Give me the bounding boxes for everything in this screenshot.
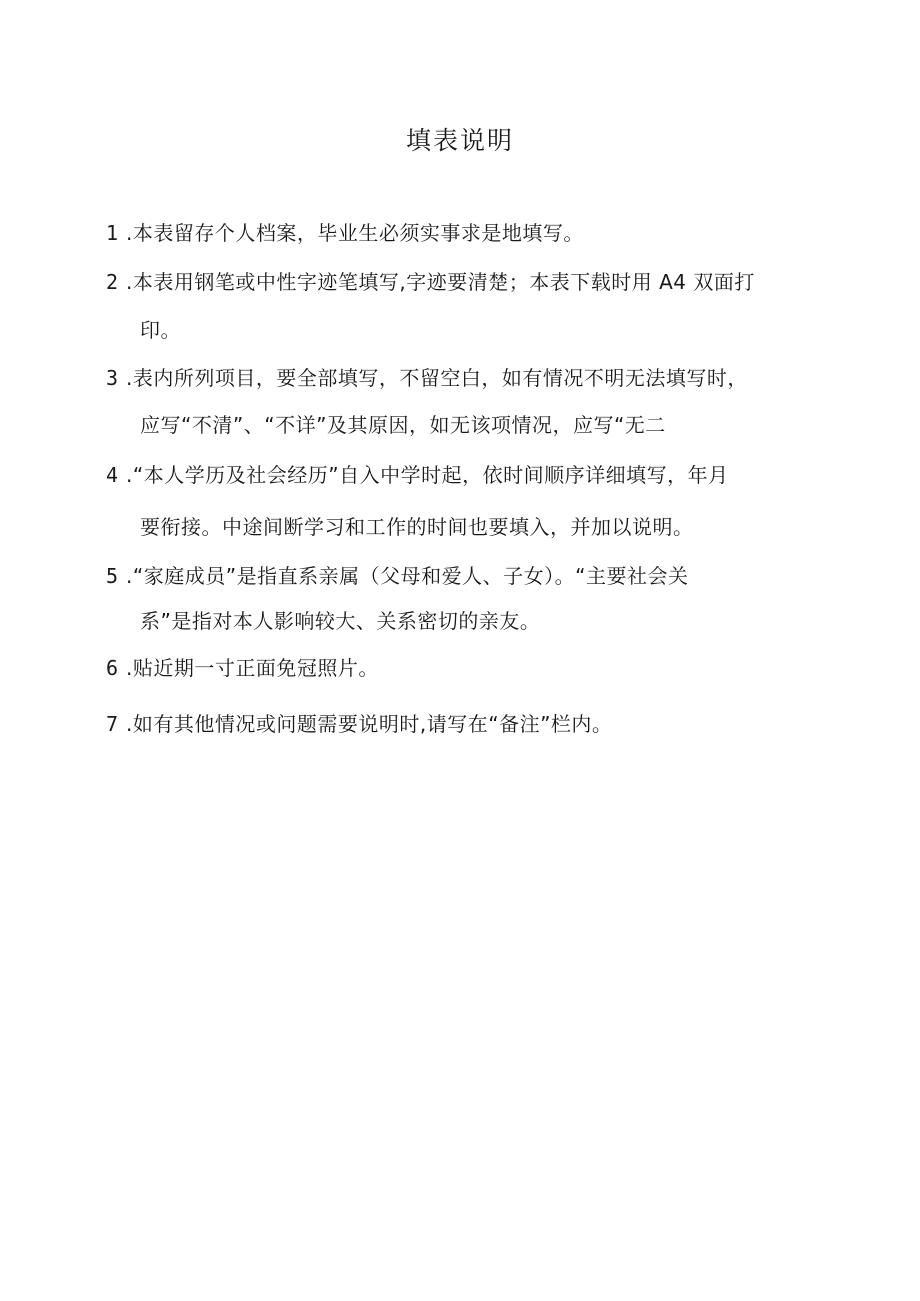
item-text: .“家庭成员”是指直系亲属（父母和爱人、子女）。“主要社会关 bbox=[126, 564, 689, 588]
item-number: 7 bbox=[106, 712, 119, 736]
item-text-continued: 要衔接。中途间断学习和工作的时间也要填入，并加以说明。 bbox=[140, 515, 694, 539]
item-text-continued: 系”是指对本人影响较大、关系密切的亲友。 bbox=[140, 609, 541, 633]
item-number: 4 bbox=[106, 463, 119, 487]
item-text: .“本人学历及社会经历”自入中学时起，依时间顺序详细填写，年月 bbox=[126, 463, 729, 487]
item-number: 6 bbox=[106, 656, 119, 680]
item-text: .如有其他情况或问题需要说明时,请写在“备注”栏内。 bbox=[126, 712, 613, 736]
item-number: 2 bbox=[106, 270, 119, 294]
item-number: 5 bbox=[106, 564, 119, 588]
item-text: .本表留存个人档案，毕业生必须实事求是地填写。 bbox=[126, 221, 584, 245]
item-text: .本表用钢笔或中性字迹笔填写,字迹要清楚；本表下载时用 A4 双面打 bbox=[126, 270, 755, 294]
item-text: .贴近期一寸正面免冠照片。 bbox=[126, 656, 379, 680]
item-text-continued: 应写“不清”、“不详”及其原因，如无该项情况，应写“无二 bbox=[140, 413, 666, 437]
page-title: 填表说明 bbox=[405, 126, 514, 155]
item-text-continued: 印。 bbox=[140, 318, 181, 342]
item-number: 1 bbox=[106, 221, 119, 245]
item-number: 3 bbox=[106, 366, 119, 390]
item-text: .表内所列项目，要全部填写，不留空白，如有情况不明无法填写时， bbox=[126, 366, 748, 390]
